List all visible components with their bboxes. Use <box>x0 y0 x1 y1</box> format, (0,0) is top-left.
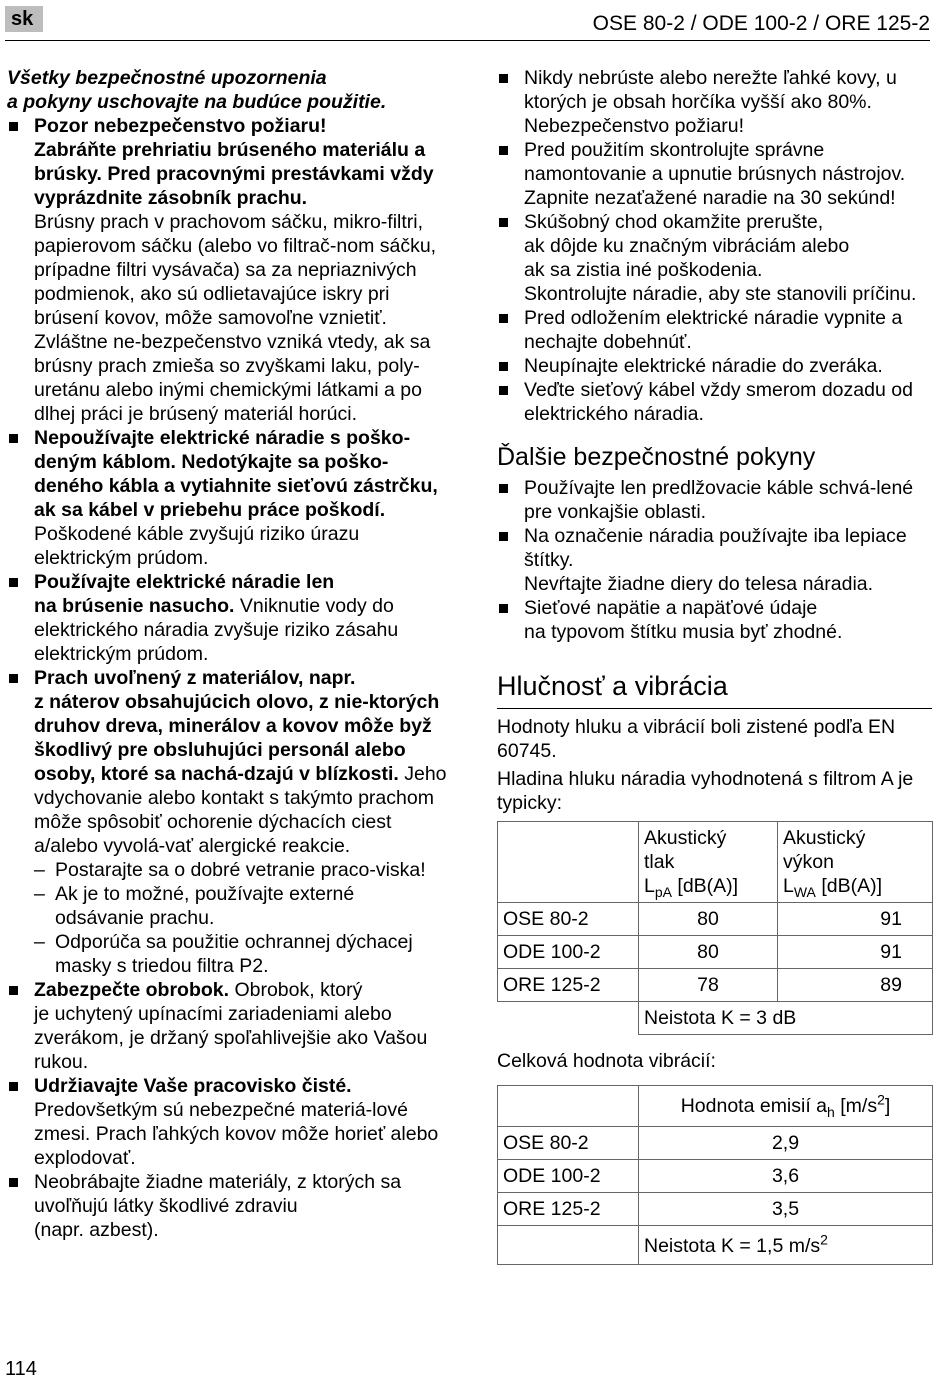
table-row <box>498 1226 933 1265</box>
table-row <box>498 1193 933 1226</box>
noise-uncertainty: Neistota K = 3 dB <box>639 1002 933 1035</box>
list-item <box>7 426 447 570</box>
table-cell <box>498 1226 639 1265</box>
sub-list-item: – Ak je to možné, používajte externé odsávanie prachu. <box>34 882 447 930</box>
sub-list <box>34 858 447 978</box>
list-item: Skúšobný chod okamžite prerušte, ak dôjde ku značným vibráciám alebo ak sa zistia iné poškodenia. Skontrolujte náradie, aby ste stanovili príčinu. <box>497 210 932 306</box>
lwa-cell: 89 <box>778 969 933 1002</box>
header-rule <box>5 40 930 41</box>
lpa-cell: 80 <box>639 903 778 936</box>
noise-table <box>497 821 933 1035</box>
left-bullet-list <box>7 114 447 1242</box>
list-item <box>7 570 447 666</box>
model-cell: ORE 125-2 <box>498 969 639 1002</box>
safety-bullet-list <box>497 476 932 644</box>
table-row <box>498 969 933 1002</box>
sub-list-item: – Postarajte sa o dobré vetranie praco-viska! <box>34 858 447 882</box>
list-item <box>7 114 447 426</box>
table-row <box>498 1002 933 1035</box>
list-item: Pred odložením elektrické náradie vypnite a nechajte dobehnúť. <box>497 306 932 354</box>
model-cell: ODE 100-2 <box>498 936 639 969</box>
model-cell: OSE 80-2 <box>498 1127 639 1160</box>
list-item <box>7 666 447 978</box>
model-cell: ODE 100-2 <box>498 1160 639 1193</box>
lwa-cell: 91 <box>778 936 933 969</box>
table-cell <box>498 1002 639 1035</box>
warning-text: Brúsny prach v prachovom sáčku, mikro-filtri, papierovom sáčku (alebo vo filtrač-nom sáčku, prípadne filtri vysávača) sa za nepriaznivých podmienok, ako sú odlietavajúce iskry pri brúsení kovov, môže samovoľne vznietiť. Zvláštne ne-bezpečenstvo vzniká vtedy, ak sa brúsny prach zmieša so zvyškami laku, poly-uretánu alebo inými chemickými látkami a po dlhej práci je brúsený materiál horúci. <box>34 211 437 425</box>
table-header-row <box>498 1086 933 1127</box>
left-column <box>7 66 447 1242</box>
value-cell: 2,9 <box>639 1127 933 1160</box>
list-item: Používajte len predlžovacie káble schvá-lené pre vonkajšie oblasti. <box>497 476 932 524</box>
list-item: Neupínajte elektrické náradie do zveráka. <box>497 354 932 378</box>
warning-text: Predovšetkým sú nebezpečné materiá-lové zmesi. Prach ľahkých kovov môže horieť alebo explodovať. <box>34 1099 439 1169</box>
table-row <box>498 1127 933 1160</box>
right-bullet-list <box>497 66 932 426</box>
lpa-cell: 80 <box>639 936 778 969</box>
warning-bold: Zabezpečte obrobok. <box>34 979 230 1001</box>
warning-text: Obrobok, ktorý je uchytený upínacími zariadeniami alebo zverákom, je držaný spoľahlivejšie ako Vašou rukou. <box>34 979 428 1073</box>
model-cell: OSE 80-2 <box>498 903 639 936</box>
noise-filter-text: Hladina hluku náradia vyhodnotená s filtrom A je typicky: <box>497 768 914 814</box>
header-title: OSE 80-2 / ODE 100-2 / ORE 125-2 <box>592 12 930 35</box>
table-header-pressure: Akustický tlak $L_{pA}$ [dB(A)] <box>639 822 778 903</box>
table-header-power: Akustický výkon $L_{WA}$ [dB(A)] <box>778 822 933 903</box>
table-cell <box>498 1086 639 1127</box>
vibration-uncertainty: Neistota K = 1,5 $m/s^2$ <box>639 1226 933 1265</box>
list-item: Na označenie náradia používajte iba lepiace štítky. Nevŕtajte žiadne diery do telesa náradia. <box>497 524 932 596</box>
list-item <box>7 1170 447 1242</box>
table-header-row <box>498 822 933 903</box>
lwa-cell: 91 <box>778 903 933 936</box>
intro-text: Všetky bezpečnostné upozornenia a pokyny uschovajte na budúce použitie. <box>7 67 387 113</box>
model-cell: ORE 125-2 <box>498 1193 639 1226</box>
list-item: Sieťové napätie a napäťové údaje na typovom štítku musia byť zhodné. <box>497 596 932 644</box>
table-row <box>498 1160 933 1193</box>
list-item <box>7 978 447 1074</box>
table-cell <box>498 822 639 903</box>
warning-text: Vniknutie vody do elektrického náradia zvyšuje riziko zásahu elektrickým prúdom. <box>34 595 399 665</box>
list-item: Nikdy nebrúste alebo nerežte ľahké kovy, u ktorých je obsah horčíka vyšší ako 80%. Nebezpečenstvo požiaru! <box>497 66 932 138</box>
list-item: Veďte sieťový kábel vždy smerom dozadu od elektrického náradia. <box>497 378 932 426</box>
list-item <box>7 1074 447 1170</box>
vibration-label: Celková hodnota vibrácií: <box>497 1050 716 1072</box>
section-heading-noise: Hlučnosť a vibrácia <box>497 670 932 709</box>
lpa-cell: 78 <box>639 969 778 1002</box>
warning-text: Poškodené káble zvyšujú riziko úrazu elektrickým prúdom. <box>34 523 360 569</box>
sub-list-item: – Odporúča sa použitie ochrannej dýchacej masky s triedou filtra P2. <box>34 930 447 978</box>
vibration-table <box>497 1085 933 1265</box>
table-row <box>498 936 933 969</box>
section-heading-safety: Ďalšie bezpečnostné pokyny <box>497 443 816 471</box>
value-cell: 3,5 <box>639 1193 933 1226</box>
language-badge: sk <box>5 6 43 32</box>
list-item: Pred použitím skontrolujte správne namontovanie a upnutie brúsnych nástrojov. Zapnite nezaťažené naradie na 30 sekúnd! <box>497 138 932 210</box>
value-cell: 3,6 <box>639 1160 933 1193</box>
warning-bold: Používajte elektrické náradie len na brúsenie nasucho. <box>34 571 335 617</box>
warning-bold: Pozor nebezpečenstvo požiaru! Zabráňte prehriatiu brúseného materiálu a brúsky. Pred pracovnými prestávkami vždy vyprázdnite zásobník prachu. <box>34 115 434 209</box>
warning-text: Neobrábajte žiadne materiály, z ktorých sa uvoľňujú látky škodlivé zdraviu (napr. azbest). <box>34 1171 402 1241</box>
warning-bold: Prach uvoľnený z materiálov, napr. z náterov obsahujúcich olovo, z nie-ktorých druhov dreva, minerálov a kovov môže byž škodlivý pre obsluhujúci personál alebo osoby, ktoré sa nachá-dzajú v blízkosti. <box>34 667 440 785</box>
warning-text: Jeho vdychovanie alebo kontakt s takýmto prachom môže spôsobiť ochorenie dýchacích ciest a/alebo vyvolá-vať alergické reakcie. <box>34 763 447 857</box>
table-header-emission: Hodnota emisií $a_h$ $[m/s^2]$ <box>639 1086 933 1127</box>
table-row <box>498 903 933 936</box>
right-column <box>497 66 932 1265</box>
page-number: 114 <box>5 1358 37 1380</box>
warning-bold: Udržiavajte Vaše pracovisko čisté. <box>34 1075 352 1097</box>
warning-bold: Nepoužívajte elektrické náradie s poško-deným káblom. Nedotýkajte sa poško-deného kábla a vytiahnite sieťovú zástrčku, ak sa kábel v priebehu práce poškodí. <box>34 427 438 521</box>
noise-intro: Hodnoty hluku a vibrácií boli zistené podľa EN 60745. <box>497 716 896 762</box>
